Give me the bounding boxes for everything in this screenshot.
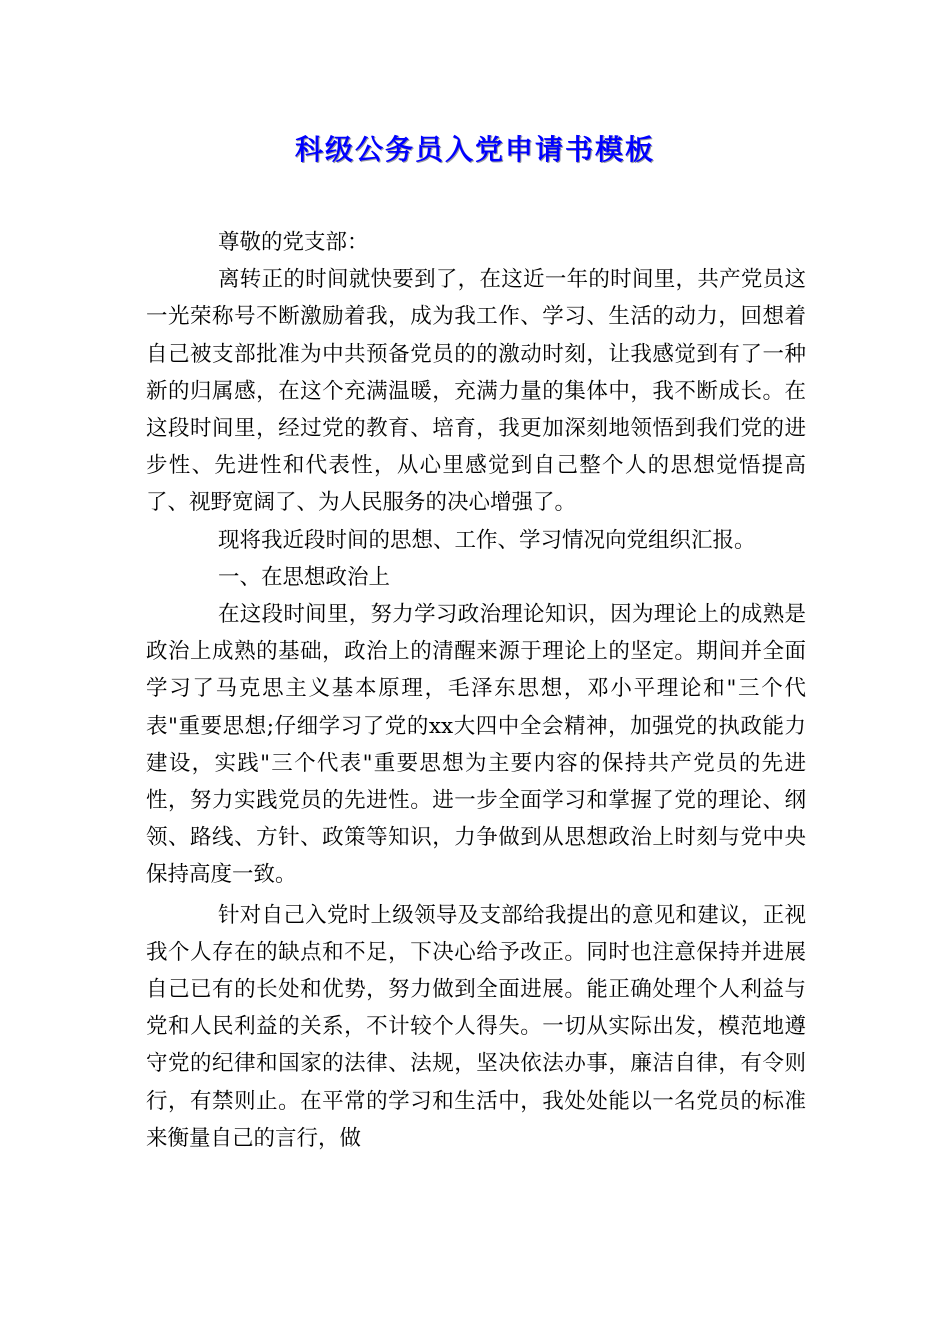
salutation: 尊敬的党支部： (218, 230, 369, 255)
paragraph-report-statement: 现将我近段时间的思想、工作、学习情况向党组织汇报。 (218, 527, 756, 553)
paragraph-intro: 离转正的时间就快要到了，在这近一年的时间里，共产党员这一光荣称号不断激励着我，成为我工作、学习、生活的动力，回想着自己被支部批准为中共预备党员的的激动时刻，让我感觉到有了一种新的归属感，在这个充满温暖，充满力量的集体中，我不断成长。在这段时间里，经过党的教育、培育，我更加深刻地领悟到我们党的进步性、先进性和代表性，从心里感觉到自己整个人的思想觉悟提高了、视野宽阔了、为人民服务的决心增强了。 (146, 267, 806, 516)
paragraph-theory-study: 在这段时间里，努力学习政治理论知识，因为理论上的成熟是政治上成熟的基础，政治上的清醒来源于理论上的坚定。期间并全面学习了马克思主义基本原理，毛泽东思想，邓小平理论和"三个代表"重要思想;仔细学习了党的xx大四中全会精神，加强党的执政能力建设，实践"三个代表"重要思想为主要内容的保持共产党员的先进性，努力实践党员的先进性。进一步全面学习和掌握了党的理论、纲领、路线、方针、政策等知识，力争做到从思想政治上时刻与党中央保持高度一致。 (146, 602, 806, 888)
paragraph-self-improvement: 针对自己入党时上级领导及支部给我提出的意见和建议，正视我个人存在的缺点和不足，下决心给予改正。同时也注意保持并进展自己已有的长处和优势，努力做到全面进展。能正确处理个人利益与党和人民利益的关系，不计较个人得失。一切从实际出发，模范地遵守党的纪律和国家的法律、法规，坚决依法办事，廉洁自律，有令则行，有禁则止。在平常的学习和生活中，我处处能以一名党员的标准来衡量自己的言行，做 (146, 902, 806, 1151)
document-body (146, 224, 806, 1157)
section-heading-ideology: 一、在思想政治上 (218, 564, 391, 590)
document-title: 科级公务员入党申请书模板 (294, 133, 655, 166)
